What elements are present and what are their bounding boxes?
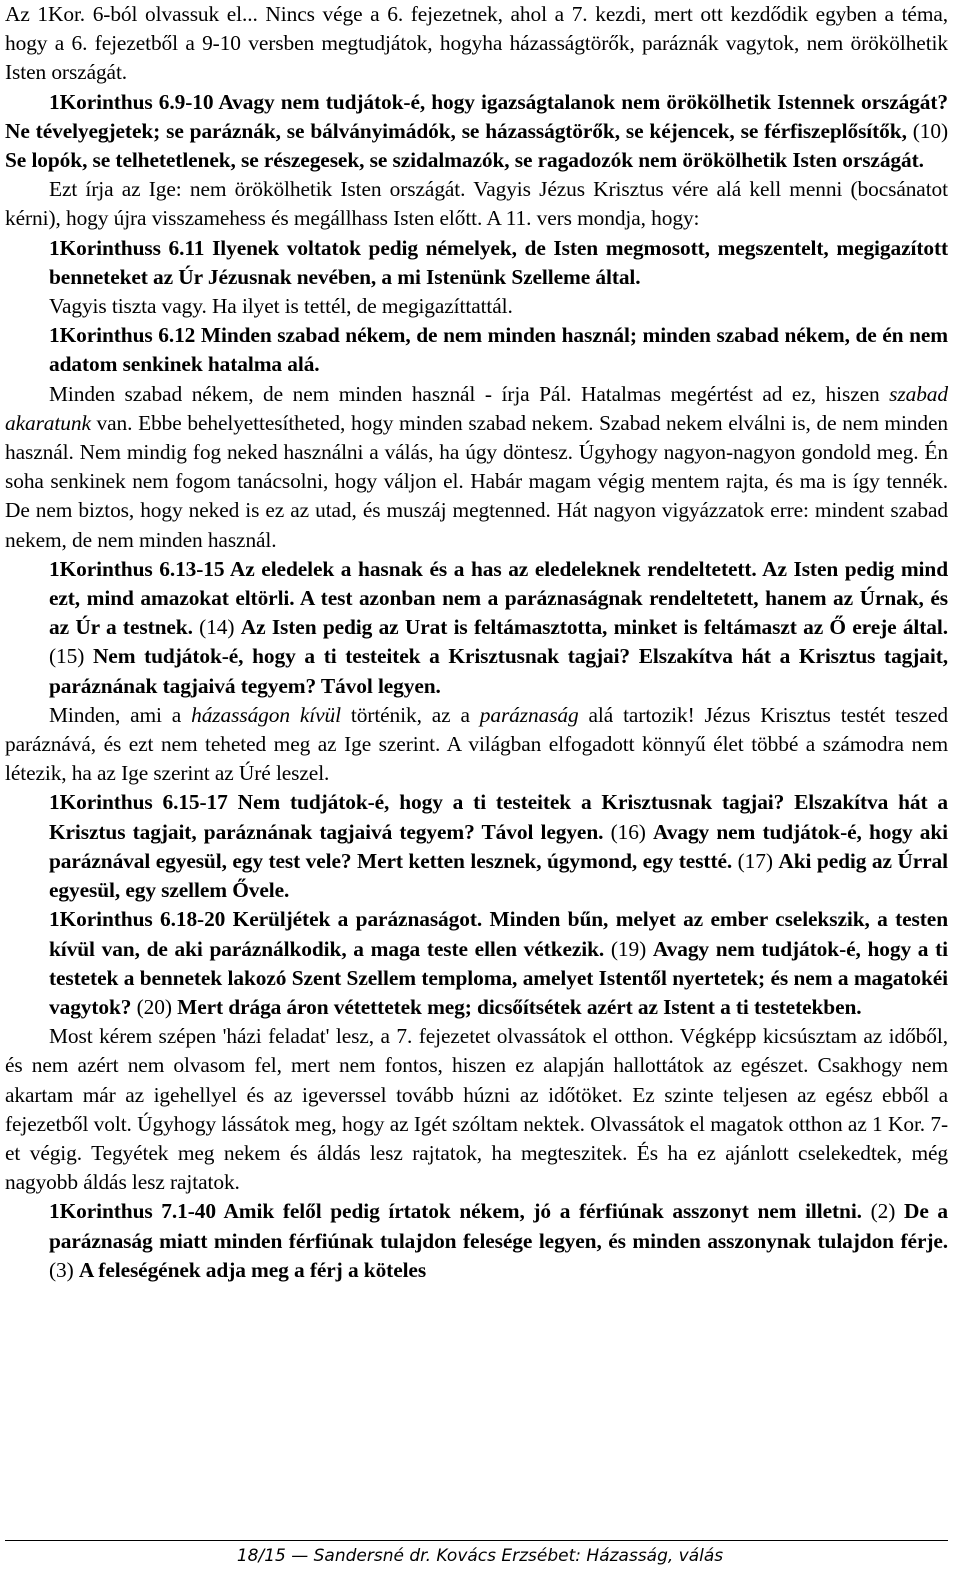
text-run: Az 1Kor. 6-ból olvassuk el... Nincs vége a 6. fejezetnek, ahol a 7. kezdi, mert ott kezdődik egyben a téma, hogy a 6. fejezetből a 9-10 versben megtudjátok, hogyha házasságtörők, paráznák vagytok, nem örökölhetik Isten országát. — [5, 2, 948, 85]
text-run: (20) — [136, 994, 178, 1019]
bible-verse-text: Nem tudjátok-é, hogy a ti testeitek a Krisztusnak tagjai? Elszakítva hát a Krisztus tagjait, paráznának tagjaivá tegyem? Távol legyen. — [49, 644, 948, 698]
body-paragraph — [5, 701, 948, 789]
body-paragraph — [5, 88, 948, 176]
bible-verse-text: Avagy nem tudjátok-é, hogy a ti testetek a bennetek lakozó Szent Szellem temploma, amelyet Istentől nyertetek; és nem a magatokéi vagytok? — [49, 936, 948, 1019]
text-run: (19) — [610, 936, 653, 961]
body-paragraph — [5, 1022, 948, 1197]
scripture-quote-paragraph — [49, 1197, 948, 1285]
emphasis-text: paráznaság — [479, 702, 579, 727]
bible-verse-text: Az Isten pedig az Urat is feltámasztotta, minket is feltámaszt az Ő ereje által. — [240, 615, 948, 640]
bible-verse-text: 1Korinthus 6.18-20 Kerüljétek a paráznaságot. Minden bűn, melyet az ember cselekszik, a testen kívül van, de aki paráználkodik, a maga teste ellen vétkezik. — [49, 907, 948, 961]
text-run: (3) — [49, 1257, 79, 1282]
bible-verse-text: Mert drága áron vétettetek meg; dicsőítsétek azért az Istent a ti testetekben. — [177, 994, 862, 1019]
bible-verse-text: 1Korinthus 6.9-10 Avagy nem tudjátok-é, hogy igazságtalanok nem örökölhetik Istennek országát? Ne tévelyegjetek; se paráznák, se bálványimádók, se házasságtörők, se kéjencek, se férfiszeplősítők, — [5, 89, 948, 143]
text-run: (10) — [912, 118, 948, 143]
scripture-quote-paragraph — [49, 788, 948, 905]
body-paragraph — [5, 292, 948, 321]
bible-verse-text: 1Korinthus 6.15-17 Nem tudjátok-é, hogy a ti testeitek a Krisztusnak tagjai? Elszakítva hát a Krisztus tagjait, paráznának tagjaivá tegyem? Távol legyen. — [49, 790, 948, 844]
page-footer: 18/15 — Sandersné dr. Kovács Erzsébet: Házasság, válás — [236, 1546, 724, 1566]
body-paragraph — [5, 0, 948, 88]
bible-verse-text: 1Korinthus 6.13-15 Az eledelek a hasnak és a has az eledeleknek rendeltetett. Az Isten pedig mind ezt, mind amazokat eltörli. A test azonban nem a paráznaságnak rendeltetett, hanem az Úrnak, és az Úr a testnek. — [49, 556, 948, 640]
bible-verse-text: De a paráznaság miatt minden férfiúnak tulajdon felesége legyen, és minden asszonynak tulajdon férje. — [49, 1199, 949, 1253]
bible-verse-text: Se lopók, se telhetetlenek, se részegesek, se szidalmazók, se ragadozók nem örökölhetik Isten országát. — [5, 148, 924, 173]
scripture-quote-paragraph — [49, 234, 948, 292]
text-run: történik, az a — [340, 702, 480, 727]
text-run: (16) — [610, 819, 654, 844]
text-run: (17) — [737, 848, 779, 873]
scripture-quote-paragraph — [49, 905, 948, 1022]
body-paragraph — [5, 380, 948, 555]
body-paragraph — [5, 175, 948, 233]
scripture-quote-paragraph — [49, 555, 948, 701]
text-run: (14) — [199, 615, 241, 640]
text-run: alá tartozik! Jézus Krisztus testét teszed paráznává, és ezt nem teheted meg az Ige szerint. A világban elfogadott könnyű élet többé a számodra nem létezik, ha az Ige szerint az Úré leszel. — [5, 702, 948, 786]
emphasis-text: szabad akaratunk — [5, 381, 948, 435]
bible-verse-text: 1Korinthuss 6.11 Ilyenek voltatok pedig némelyek, de Isten megmosott, megszentelt, megigazított benneteket az Úr Jézusnak nevében, a mi Istenünk Szelleme által. — [49, 235, 948, 289]
bible-verse-text: Avagy nem tudjátok-é, hogy aki paráznával egyesül, egy test vele? Mert ketten lesznek, úgymond, egy testté. — [49, 819, 948, 873]
bible-verse-text: A feleségének adja meg a férj a köteles — [78, 1257, 427, 1282]
text-run: Minden szabad nékem, de nem minden használ - írja Pál. Hatalmas megértést ad ez, hiszen — [49, 381, 890, 406]
text-run: Minden, ami a — [49, 702, 192, 727]
footer-divider — [5, 1540, 948, 1541]
document-body — [5, 0, 948, 1285]
text-run: (15) — [49, 644, 93, 669]
text-run: van. Ebbe behelyettesítheted, hogy minden szabad nekem. Szabad nekem elválni is, de nem minden használ. Nem mindig fog neked használni a válás, ha úgy döntesz. Úgyhogy nagyon-nagyon gondold meg. Én soha senkinek nem fogom tanácsolni, hogy váljon el. Habár magam végig mentem rajta, és ma is így tennék. De nem biztos, hogy neked is ez az utad, és muszáj megtenned. Hát nagyon vigyázzatok erre: mindent szabad nekem, de nem minden használ. — [5, 410, 948, 552]
text-run: Vagyis tiszta vagy. Ha ilyet is tettél, de megigazíttattál. — [49, 294, 513, 319]
bible-verse-text: Aki pedig az Úrral egyesül, egy szellem Ővele. — [49, 848, 948, 903]
text-run: Most kérem szépen 'házi feladat' lesz, a 7. fejezetet olvassátok el otthon. Végképp kicsúsztam az időből, és nem azért nem olvasom fel, mert nem fontos, hiszen ez alapján hallottátok az egészet. Csakhogy nem akartam már az igehellyel és az igeverssel tovább húzni az időtöket. Ez szinte teljesen az egész ebből a fejezetből volt. Úgyhogy lássátok meg, hogy az Igét szóltam nektek. Olvassátok el magatok otthon az 1 Kor. 7-et végig. Tegyétek meg nekem és áldás lesz rajtatok, ha megteszitek. És ha ez ajánlott cselekedtek, még nagyobb áldás lesz rajtatok. — [5, 1024, 948, 1195]
bible-verse-text: 1Korinthus 7.1-40 Amik felől pedig írtatok nékem, jó a férfiúnak asszonyt nem illetni. — [49, 1199, 871, 1224]
scripture-quote-paragraph — [49, 321, 948, 379]
text-run: (2) — [870, 1199, 904, 1224]
text-run: Ezt írja az Ige: nem örökölhetik Isten országát. Vagyis Jézus Krisztus vére alá kell menni (bocsánatot kérni), hogy újra visszamehess és megállhass Isten előtt. A 11. vers mondja, hogy: — [5, 177, 948, 231]
bible-verse-text: 1Korinthus 6.12 Minden szabad nékem, de nem minden használ; minden szabad nékem, de én nem adatom senkinek hatalma alá. — [49, 323, 948, 377]
emphasis-text: házasságon kívül — [191, 702, 341, 727]
